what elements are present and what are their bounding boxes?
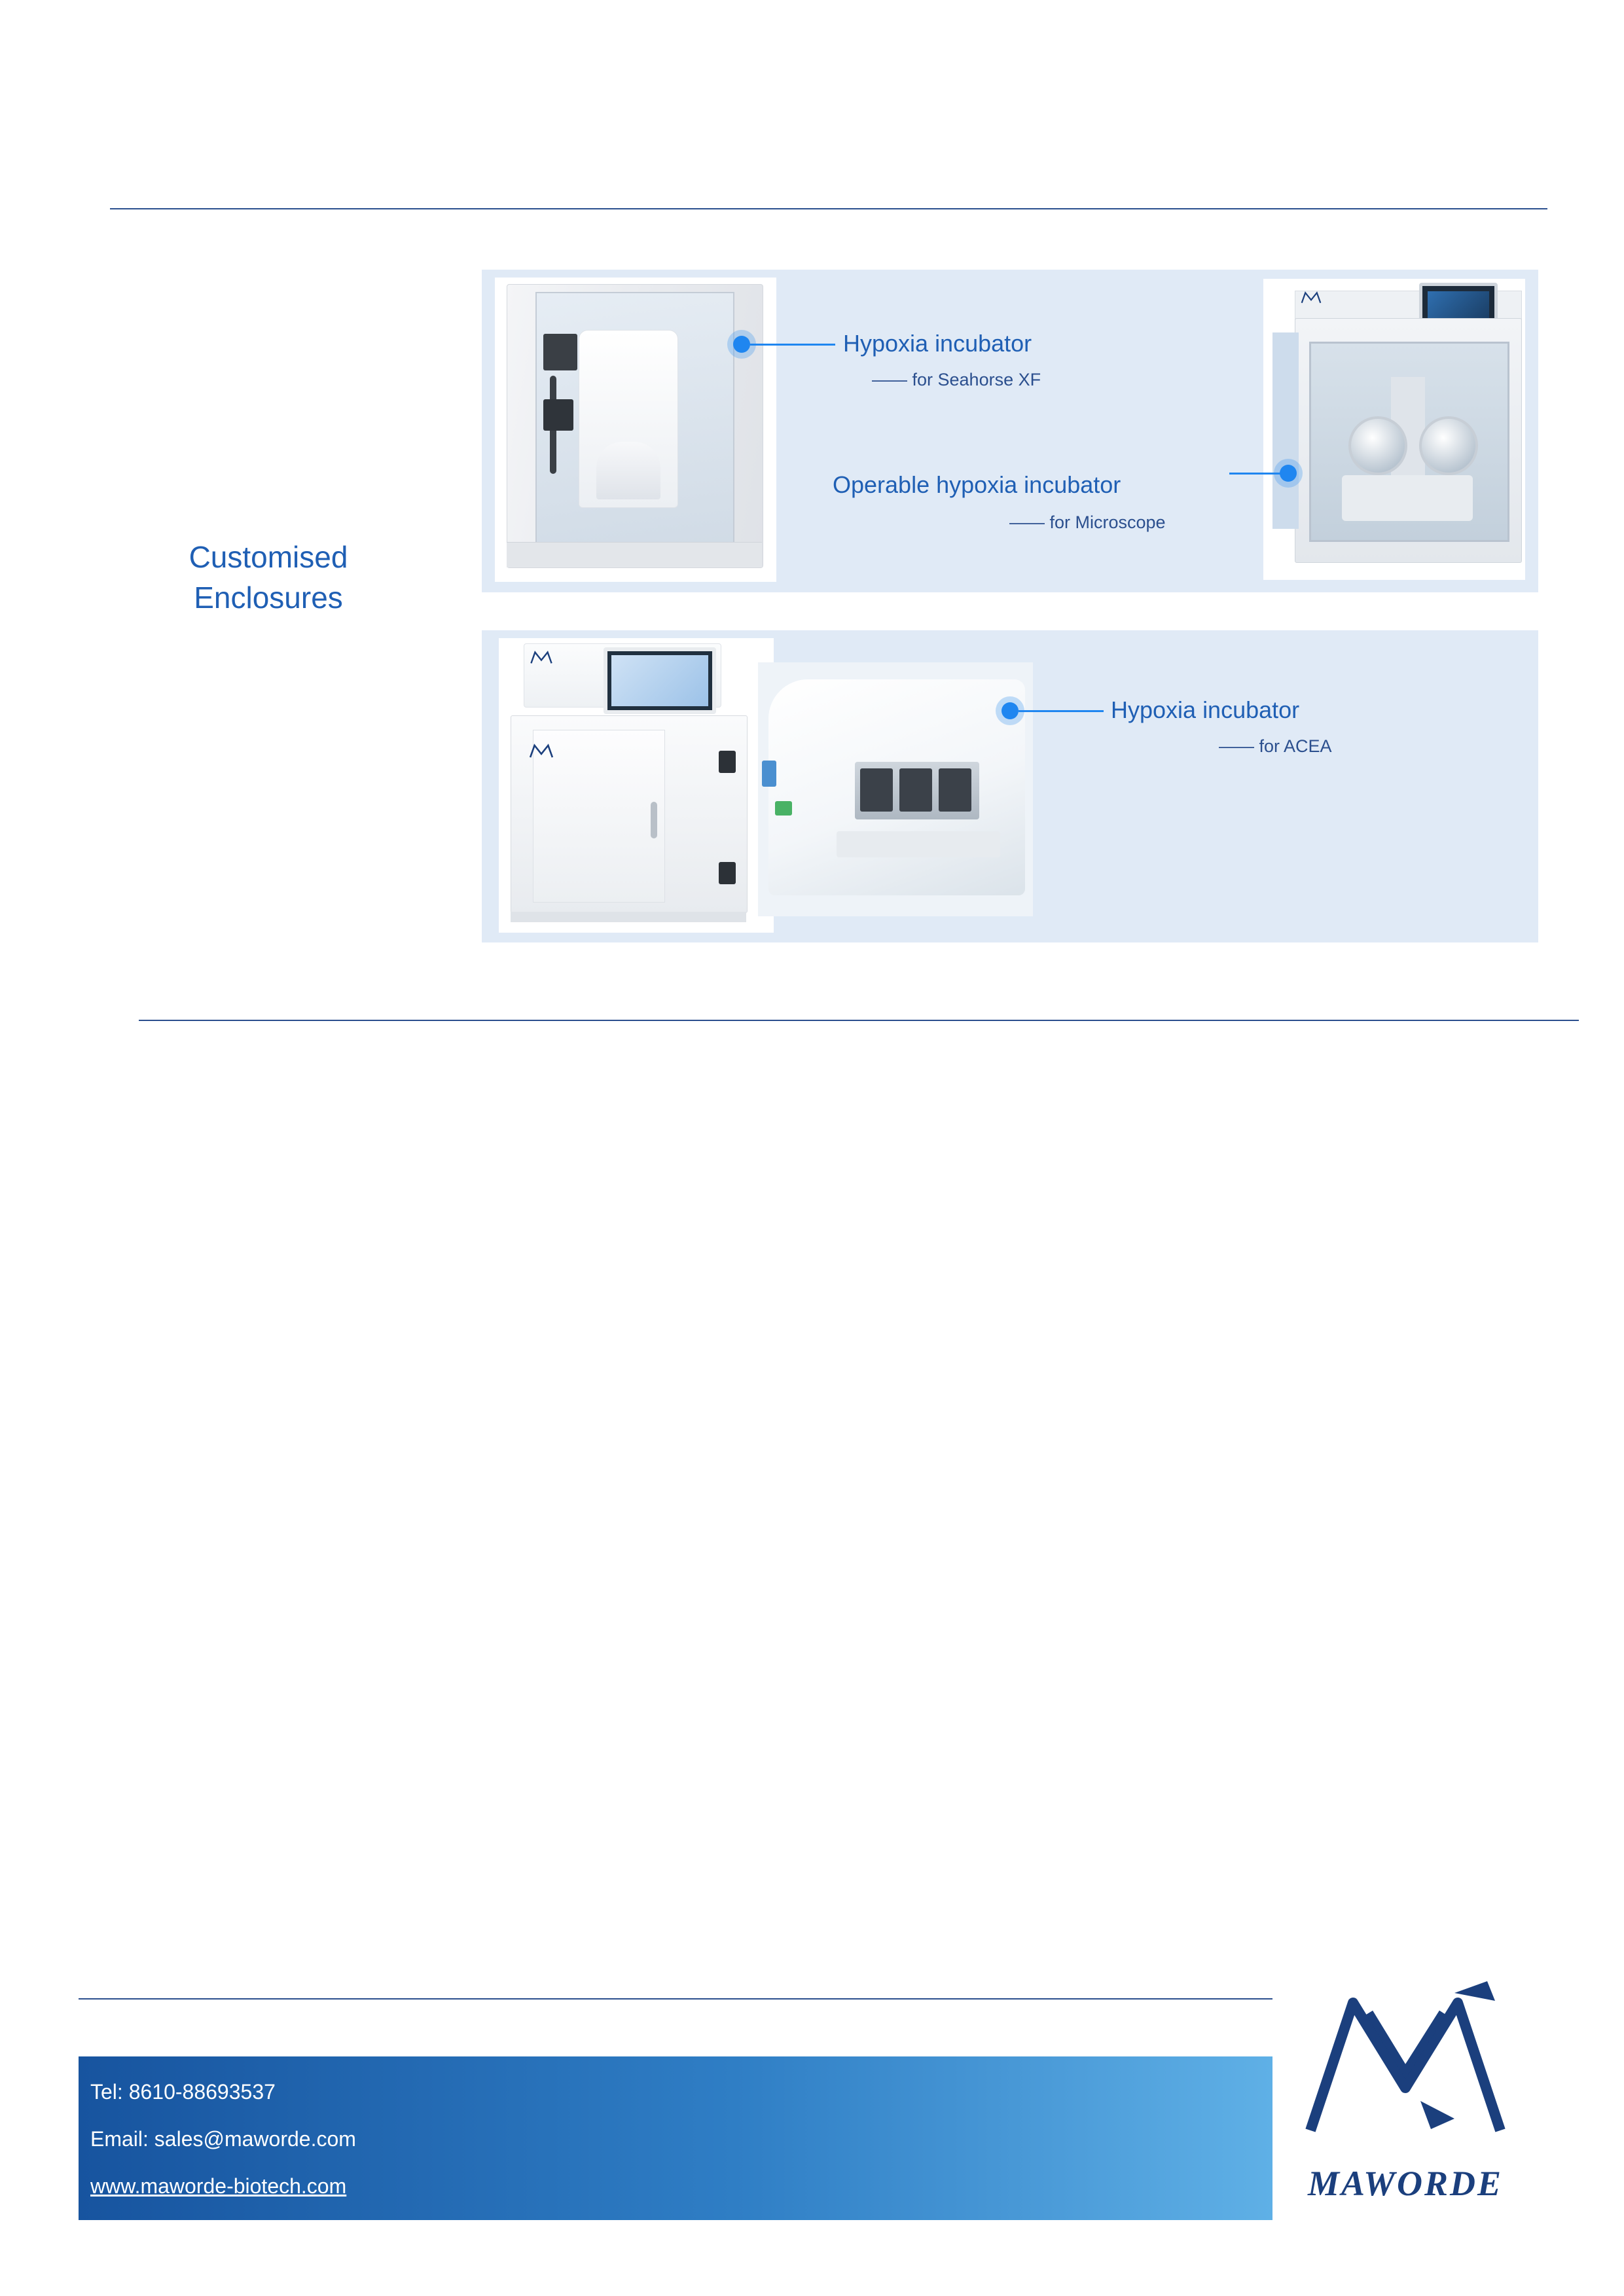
footer-email[interactable]: Email: sales@maworde.com: [90, 2127, 356, 2151]
callout-line-microscope: [1229, 473, 1288, 475]
door-brand-mark-icon: [528, 743, 555, 760]
page-title-line-1: Customised: [189, 540, 348, 574]
callout-line-acea: [1019, 710, 1104, 712]
acea-instrument-closeup-photo: [758, 662, 1033, 916]
seahorse-analyzer: [579, 330, 678, 508]
footer-telephone: Tel: 8610-88693537: [90, 2080, 276, 2104]
footer-website-link[interactable]: www.maworde-biotech.com: [90, 2174, 347, 2198]
brand-mark-icon: [1300, 291, 1322, 305]
transfer-chamber: [1272, 332, 1299, 529]
page-title-line-2: Enclosures: [194, 581, 343, 615]
glove-port-left: [1348, 416, 1407, 475]
microscope-stage: [1342, 475, 1473, 521]
callout-title-seahorse: Hypoxia incubator: [843, 330, 1032, 357]
cabinet-base: [507, 542, 762, 567]
middle-divider-rule: [139, 1020, 1579, 1021]
maworde-logo-icon: [1291, 1967, 1520, 2163]
controller-touchscreen[interactable]: [604, 647, 716, 714]
callout-title-microscope: Operable hypoxia incubator: [833, 471, 1121, 498]
plate-slot-1: [860, 768, 893, 812]
page-title: [137, 537, 399, 618]
brand-mark-icon: [529, 650, 554, 666]
door-handle[interactable]: [651, 802, 657, 838]
footer-divider-rule: [79, 1998, 1272, 2000]
callout-line-seahorse: [750, 344, 835, 346]
callout-dot-seahorse[interactable]: [733, 336, 750, 353]
glove-port-right: [1419, 416, 1478, 475]
callout-dot-acea[interactable]: [1001, 702, 1019, 719]
brand-wordmark: MAWORDE: [1307, 2164, 1504, 2203]
callout-title-acea: Hypoxia incubator: [1111, 696, 1300, 723]
plate-slot-3: [939, 768, 971, 812]
internal-module-upper: [543, 334, 577, 370]
status-indicator: [775, 801, 792, 816]
cabinet-base: [511, 912, 746, 922]
callout-subtitle-microscope: —— for Microscope: [1009, 512, 1166, 532]
company-logo: [1291, 1967, 1520, 2222]
microscope-operable-hypoxia-incubator-photo: [1263, 279, 1525, 580]
seahorse-xf-hypoxia-incubator-photo: [495, 278, 776, 582]
callout-subtitle-acea: —— for ACEA: [1219, 736, 1332, 756]
top-divider-rule: [110, 208, 1547, 209]
side-connector: [762, 761, 776, 787]
internal-module-lower: [543, 399, 573, 431]
front-panel-strip: [837, 831, 1000, 857]
plate-tray: [855, 762, 979, 819]
plate-slot-2: [899, 768, 932, 812]
callout-subtitle-seahorse: —— for Seahorse XF: [872, 370, 1041, 389]
door-latch-bottom[interactable]: [719, 862, 736, 884]
door-latch-top[interactable]: [719, 751, 736, 773]
acea-hypoxia-incubator-photo: [499, 638, 774, 933]
